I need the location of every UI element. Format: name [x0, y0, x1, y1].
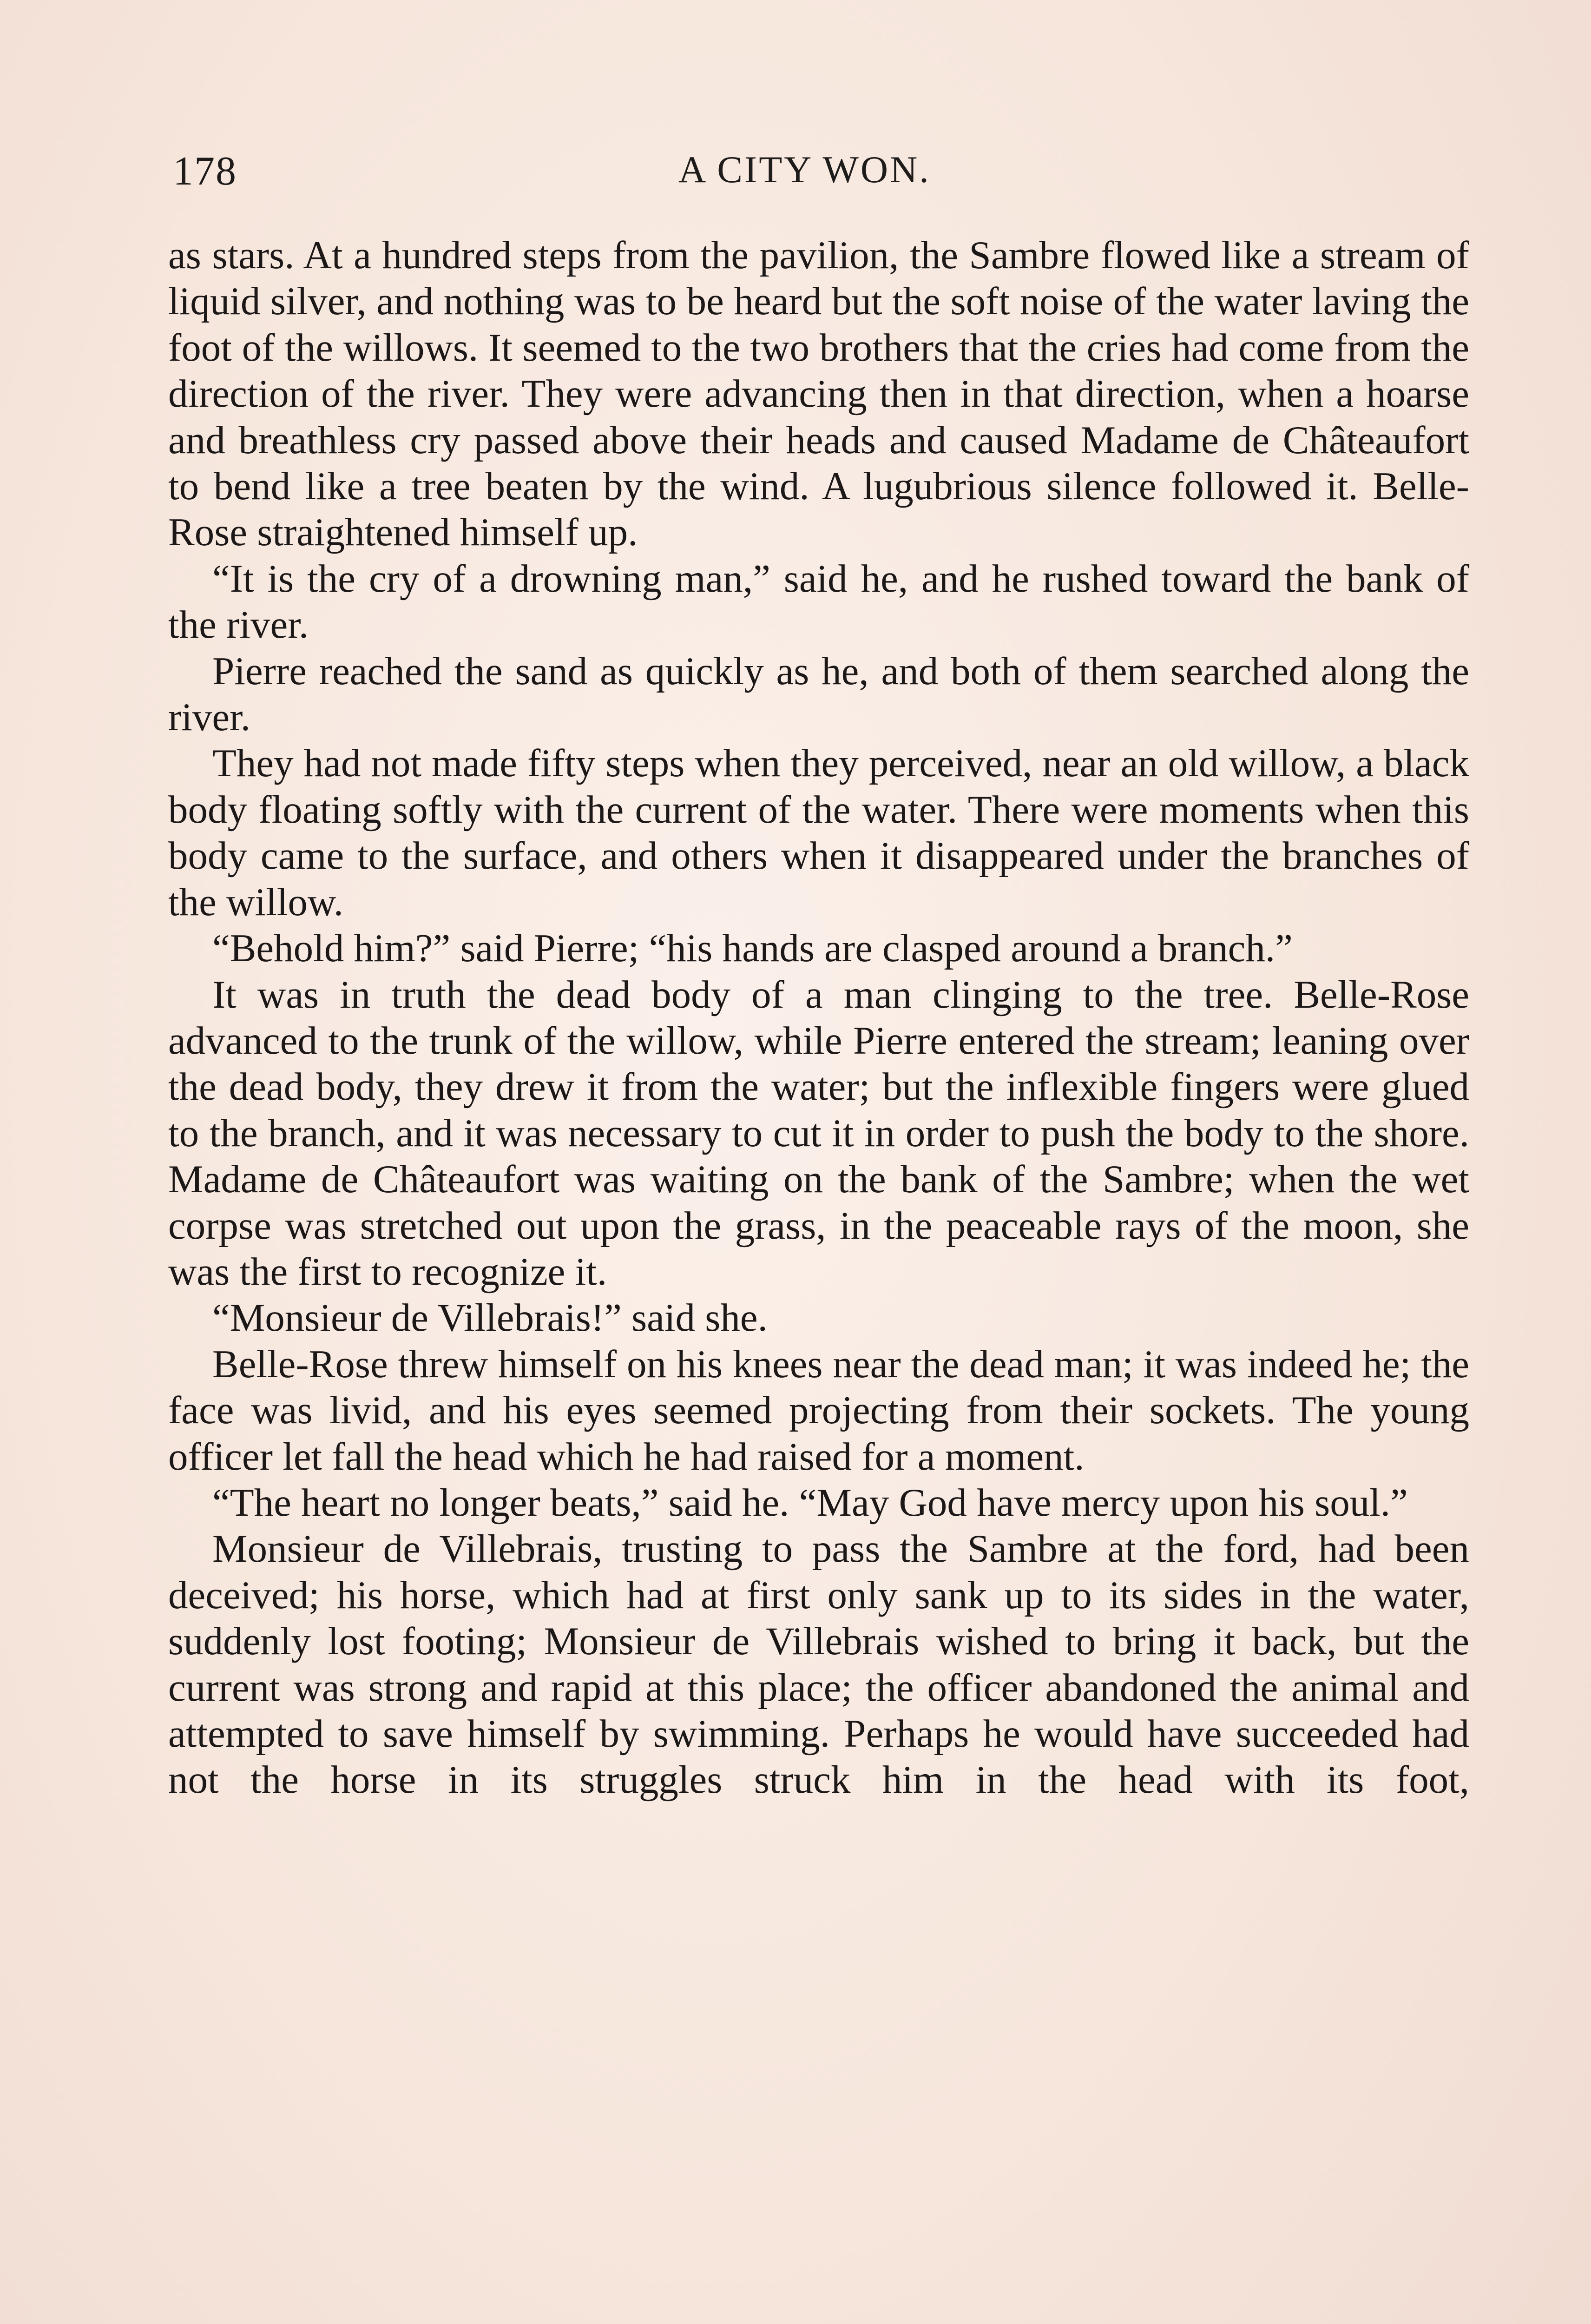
paragraph: Pierre reached the sand as quickly as he, and both of them searched along the river.	[168, 649, 1469, 739]
running-title: A CITY WON.	[678, 148, 931, 191]
paragraph: Monsieur de Villebrais, trusting to pass the Sambre at the ford, had been deceived; his horse, which had at first only sank up to its sides in the water, suddenly lost footing; Monsieur de Villebrais wished to bring it back, but the current was strong and rapid at this place; the officer abandoned the animal and attempted to save himself by swimming. Perhaps he would have succeeded had not the horse in its struggles struck him in the head with its foot,	[168, 1527, 1469, 1802]
paragraph: “The heart no longer beats,” said he. “May God have mercy upon his soul.”	[212, 1480, 1408, 1525]
body-text	[168, 232, 1469, 1803]
paragraph: “Monsieur de Villebrais!” said she.	[212, 1296, 768, 1340]
paragraph: They had not made fifty steps when they perceived, near an old willow, a black body floating softly with the current of the water. There were moments when this body came to the surface, and others when it disappeared under the branches of the willow.	[168, 741, 1469, 924]
page-number: 178	[173, 149, 237, 194]
paragraph: “Behold him?” said Pierre; “his hands are clasped around a branch.”	[212, 926, 1293, 971]
paragraph: It was in truth the dead body of a man clinging to the tree. Belle-Rose advanced to the trunk of the willow, while Pierre entered the stream; leaning over the dead body, they drew it from the water; but the inflexible fingers were glued to the branch, and it was necessary to cut it in order to push the body to the shore. Madame de Châteaufort was waiting on the bank of the Sambre; when the wet corpse was stretched out upon the grass, in the peaceable rays of the moon, she was the first to recognize it.	[168, 972, 1469, 1294]
paragraph: “It is the cry of a drowning man,” said he, and he rushed toward the bank of the river.	[168, 556, 1469, 647]
paragraph: as stars. At a hundred steps from the pavilion, the Sambre flowed like a stream of liquid silver, and nothing was to be heard but the soft noise of the water laving the foot of the willows. It seemed to the two brothers that the cries had come from the direction of the river. They were advancing then in that direction, when a hoarse and breathless cry passed above their heads and caused Madame de Châteaufort to bend like a tree beaten by the wind. A lugubrious silence followed it. Belle-Rose straightened himself up.	[168, 233, 1469, 555]
paragraph: Belle-Rose threw himself on his knees near the dead man; it was indeed he; the face was livid, and his eyes seemed projecting from their sockets. The young officer let fall the head which he had raised for a moment.	[168, 1342, 1469, 1479]
